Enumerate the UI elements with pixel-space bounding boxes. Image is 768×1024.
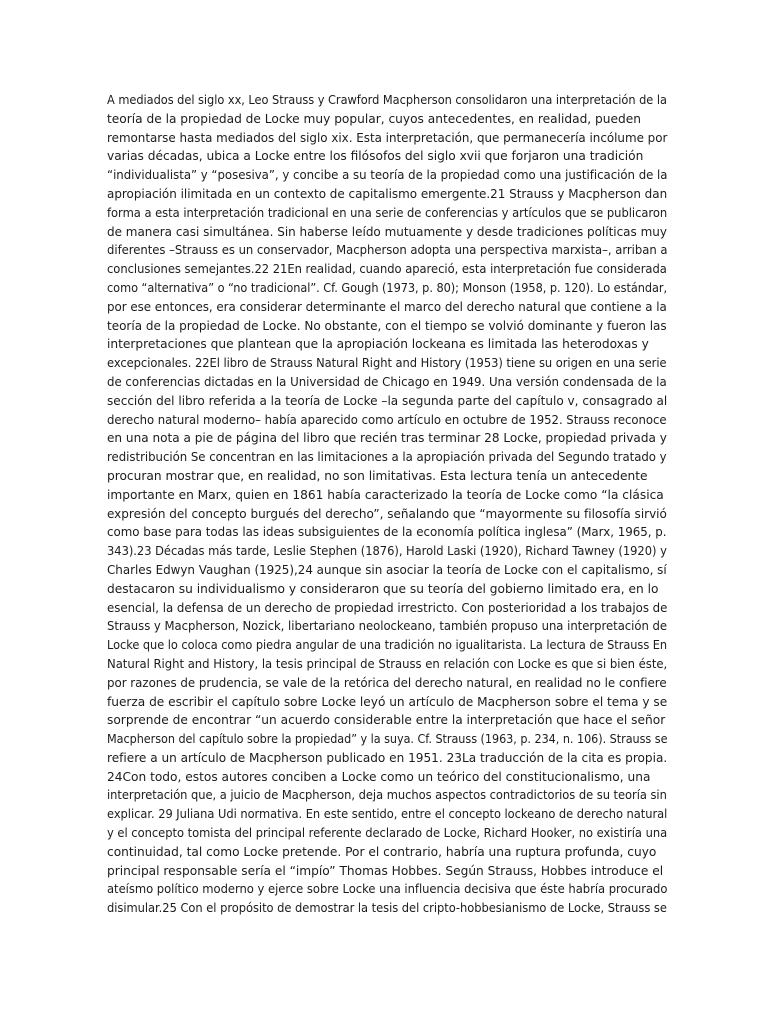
text-line: destacaron su individualismo y consideraron que su teoría del gobierno limitado era, en lo <box>107 581 659 596</box>
text-line: como “alternativa” o “no tradicional”. Cf. Gough (1973, p. 80); Monson (1958, p. 120). Lo estándar, <box>107 280 668 295</box>
text-line: procuran mostrar que, en realidad, no son limitativas. Esta lectura tenía un antecedente <box>107 468 648 483</box>
text-line: de conferencias dictadas en la Universidad de Chicago en 1949. Una versión condensada de la <box>107 374 667 389</box>
text-line: conclusiones semejantes.22 21En realidad, cuando apareció, esta interpretación fue considerada <box>107 262 667 277</box>
text-line: de manera casi simultánea. Sin haberse leído mutuamente y desde tradiciones políticas muy <box>107 224 667 239</box>
text-line: 24Con todo, estos autores conciben a Locke como un teórico del constitucionalismo, una <box>107 769 651 784</box>
text-line: expresión del concepto burgués del derecho”, señalando que “mayormente su filosofía sirvió <box>107 506 667 521</box>
text-line: remontarse hasta mediados del siglo xix. Esta interpretación, que permanecería incólume por <box>107 130 668 145</box>
text-line: excepcionales. 22El libro de Strauss Natural Right and History (1953) tiene su origen en una serie <box>107 356 667 371</box>
text-line: interpretaciones que plantean que la apropiación lockeana es limitada las heterodoxas y <box>107 337 649 352</box>
text-line: sección del libro referida a la teoría de Locke –la segunda parte del capítulo v, consagrado al <box>107 393 668 408</box>
text-line: principal responsable sería el “impío” Thomas Hobbes. Según Strauss, Hobbes introduce el <box>107 863 664 878</box>
text-line: importante en Marx, quien en 1861 había caracterizado la teoría de Locke como “la clásica <box>107 487 664 502</box>
text-line: continuidad, tal como Locke pretende. Por el contrario, habría una ruptura profunda, cuyo <box>107 844 657 859</box>
text-line: Strauss y Macpherson, Nozick, libertariano neolockeano, también propuso una interpretación de <box>107 619 668 634</box>
text-line: teoría de la propiedad de Locke. No obstante, con el tiempo se volvió dominante y fueron las <box>107 318 667 333</box>
text-line: forma a esta interpretación tradicional en una serie de conferencias y artículos que se publicaron <box>107 205 668 220</box>
text-line: varias décadas, ubica a Locke entre los filósofos del siglo xvii que forjaron una tradición <box>107 149 644 164</box>
text-line: Macpherson del capítulo sobre la propiedad” y la suya. Cf. Strauss (1963, p. 234, n. 106). Strauss se <box>107 732 668 747</box>
text-line: y el concepto tomista del principal referente declarado de Locke, Richard Hooker, no existiría una <box>107 826 668 841</box>
text-line: “individualista” y “posesiva”, y concibe a su teoría de la propiedad como una justificación de la <box>107 168 668 183</box>
text-line: derecho natural moderno– había aparecido como artículo en octubre de 1952. Strauss reconoce <box>107 412 667 427</box>
text-line: sorprende de encontrar “un acuerdo considerable entre la interpretación que hace el señor <box>107 713 666 728</box>
text-line: ateísmo político moderno y ejerce sobre Locke una influencia decisiva que éste habría procurado <box>107 882 668 897</box>
text-line: redistribución Se concentran en las limitaciones a la apropiación privada del Segundo tratado y <box>107 450 667 465</box>
text-line: en una nota a pie de página del libro que recién tras terminar 28 Locke, propiedad privada y <box>107 431 667 446</box>
text-line: como base para todas las ideas subsiguientes de la economía política inglesa” (Marx, 1965, p. <box>107 525 667 540</box>
text-line: esencial, la defensa de un derecho de propiedad irrestricto. Con posterioridad a los trabajos de <box>107 600 668 615</box>
text-line: Locke que lo coloca como piedra angular de una tradición no igualitarista. La lectura de Strauss En <box>107 638 668 653</box>
text-line: por razones de prudencia, se vale de la retórica del derecho natural, en realidad no le confiere <box>107 675 667 690</box>
text-line: Charles Edwyn Vaughan (1925),24 aunque sin asociar la teoría de Locke con el capitalismo, sí <box>107 562 667 577</box>
text-line: refiere a un artículo de Macpherson publicado en 1951. 23La traducción de la cita es propia. <box>107 750 668 765</box>
text-line: disimular.25 Con el propósito de demostrar la tesis del cripto-hobbesianismo de Locke, Strauss se <box>107 901 667 916</box>
text-line: por ese entonces, era considerar determinante el marco del derecho natural que contiene a la <box>107 299 667 314</box>
body-paragraph <box>107 91 667 918</box>
text-line: apropiación ilimitada en un contexto de capitalismo emergente.21 Strauss y Macpherson dan <box>107 186 668 201</box>
text-line: fuerza de escribir el capítulo sobre Locke leyó un artículo de Macpherson sobre el tema y se <box>107 694 668 709</box>
text-line: A mediados del siglo xx, Leo Strauss y Crawford Macpherson consolidaron una interpretación de la <box>107 93 667 107</box>
text-line: 343).23 Décadas más tarde, Leslie Stephen (1876), Harold Laski (1920), Richard Tawney (1920) y <box>107 544 667 559</box>
text-line: Natural Right and History, la tesis principal de Strauss en relación con Locke es que si bien éste, <box>107 656 668 671</box>
text-line: explicar. 29 Juliana Udi normativa. En este sentido, entre el concepto lockeano de derecho natural <box>107 807 668 822</box>
text-line: teoría de la propiedad de Locke muy popular, cuyos antecedentes, en realidad, pueden <box>107 111 641 126</box>
text-line: interpretación que, a juicio de Macpherson, deja muchos aspectos contradictorios de su teoría sin <box>107 788 667 803</box>
text-line: diferentes –Strauss es un conservador, Macpherson adopta una perspectiva marxista–, arriban a <box>107 243 668 258</box>
